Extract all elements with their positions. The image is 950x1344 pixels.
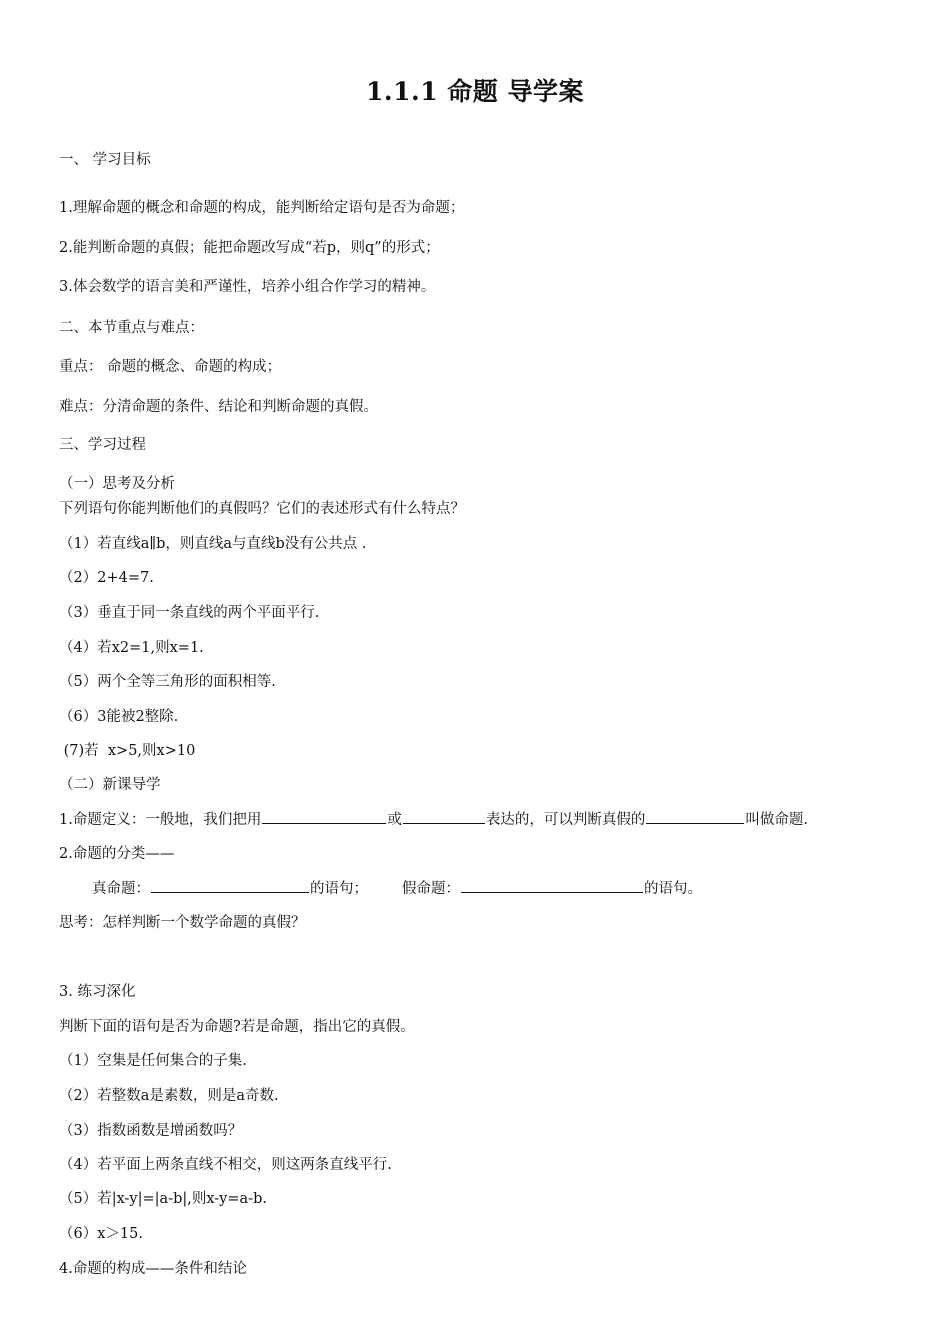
definition-text-2: 或 [387, 812, 402, 828]
key-point: 重点： 命题的概念、命题的构成； [59, 359, 282, 375]
fill-blank-true[interactable] [151, 878, 309, 893]
section-heading-goals: 一、 学习目标 [59, 152, 151, 168]
fill-blank-3[interactable] [646, 809, 744, 824]
list-item: （6）3能被2整除. [59, 709, 179, 725]
think-prompt: 思考：怎样判断一个数学命题的真假？ [59, 915, 306, 931]
true-proposition-label: 真命题： [92, 881, 150, 897]
list-item: （3）指数函数是增函数吗？ [59, 1123, 243, 1139]
section-heading-structure: 4.命题的构成——条件和结论 [59, 1261, 247, 1277]
list-item: （1）若直线a∥b，则直线a与直线b没有公共点 . [59, 536, 367, 552]
list-item: （4）若平面上两条直线不相交，则这两条直线平行. [59, 1157, 392, 1173]
false-proposition-label: 假命题： [402, 881, 460, 897]
definition-text-3: 表达的，可以判断真假的 [485, 812, 646, 828]
list-item: （2）2+4=7. [59, 570, 154, 586]
fill-blank-2[interactable] [403, 809, 485, 824]
definition-text-4: 叫做命题. [745, 812, 808, 828]
classification-line [92, 877, 702, 898]
definition-line [59, 808, 808, 829]
fill-blank-1[interactable] [262, 809, 386, 824]
list-item: （6）x＞15. [59, 1226, 143, 1242]
goal-item-2: 2.能判断命题的真假；能把命题改写成“若p，则q”的形式； [59, 240, 440, 256]
list-item: （1）空集是任何集合的子集. [59, 1053, 247, 1069]
section-heading-practice: 3. 练习深化 [59, 984, 136, 1000]
list-item: (7)若 x>5,则x>10 [59, 743, 196, 759]
classification-heading: 2.命题的分类—— [59, 846, 175, 862]
section-heading-process: 三、学习过程 [59, 437, 146, 453]
page-title: 1.1.1 命题 导学案 [366, 77, 584, 106]
definition-text-1: 1.命题定义：一般地，我们把用 [59, 812, 262, 828]
list-item: （2）若整数a是素数，则是a奇数. [59, 1088, 279, 1104]
subsection-think: （一）思考及分析 [59, 476, 175, 492]
practice-prompt: 判断下面的语句是否为命题?若是命题，指出它的真假。 [59, 1019, 415, 1035]
list-item: （5）若|x-y|=|a-b|,则x-y=a-b. [59, 1191, 267, 1207]
list-item: （3）垂直于同一条直线的两个平面平行. [59, 605, 320, 621]
section-heading-focus: 二、本节重点与难点： [59, 320, 204, 336]
subsection-new-lesson: （二）新课导学 [59, 777, 161, 793]
false-proposition-suffix: 的语句。 [644, 881, 702, 897]
true-proposition-suffix: 的语句； [310, 881, 368, 897]
list-item: （4）若x2=1,则x=1. [59, 640, 204, 656]
fill-blank-false[interactable] [461, 878, 643, 893]
list-item: （5）两个全等三角形的面积相等. [59, 674, 276, 690]
difficult-point: 难点：分清命题的条件、结论和判断命题的真假。 [59, 399, 378, 415]
goal-item-1: 1.理解命题的概念和命题的构成，能判断给定语句是否为命题； [59, 200, 465, 216]
goal-item-3: 3.体会数学的语言美和严谨性，培养小组合作学习的精神。 [59, 279, 436, 295]
think-question: 下列语句你能判断他们的真假吗？它们的表述形式有什么特点？ [59, 501, 465, 517]
